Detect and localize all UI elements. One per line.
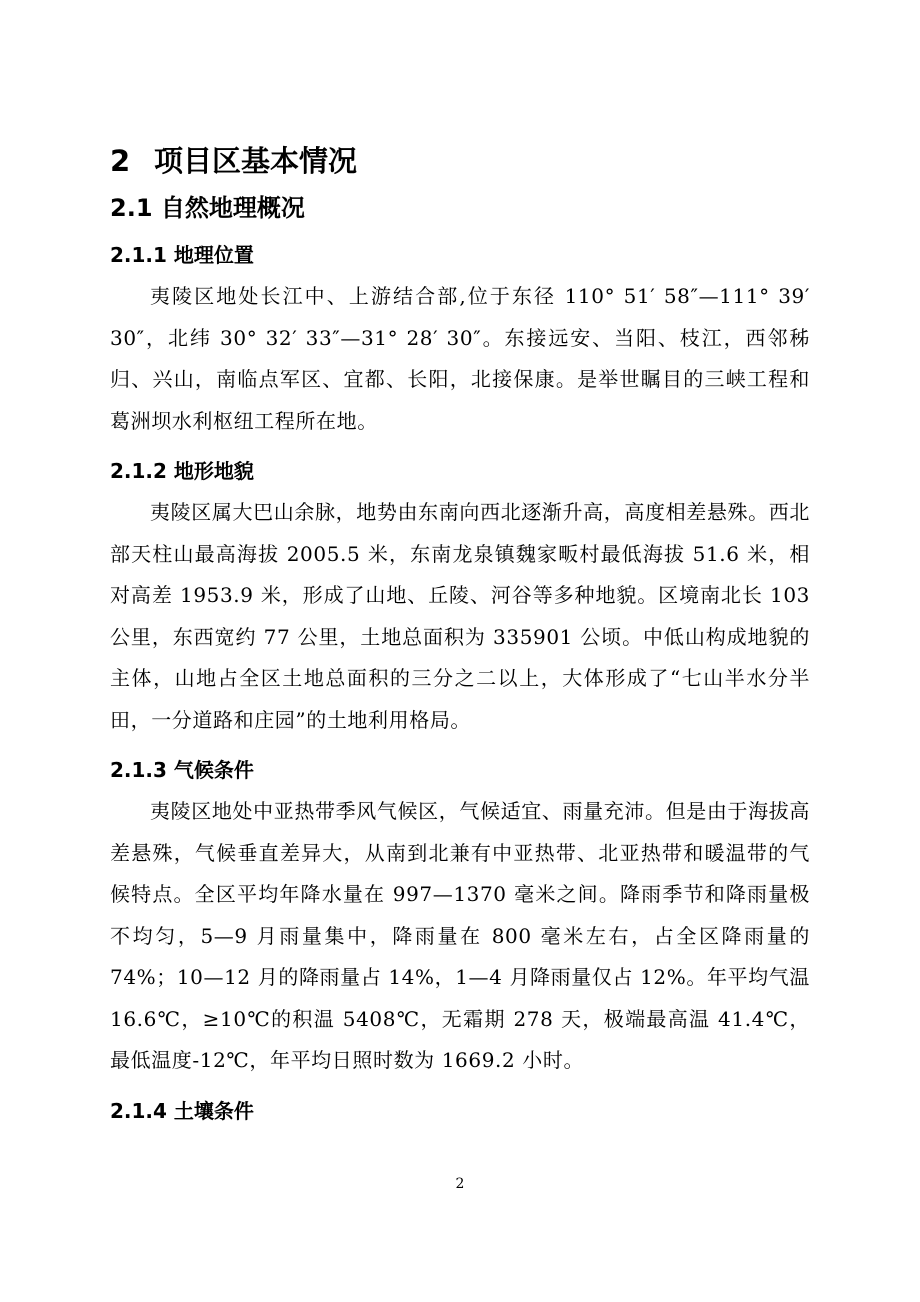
chapter-title: 项目区基本情况: [154, 144, 358, 178]
subsection-heading-climate: 2.1.3 气候条件: [110, 758, 254, 782]
paragraph-location: 夷陵区地处长江中、上游结合部,位于东径 110° 51′ 58″—111° 39′ 30″，北纬 30° 32′ 33″—31° 28′ 30″。东接远安、当阳、枝江，西邻秭归、兴山，南临点军区、宜都、长阳，北接保康。是举世瞩目的三峡工程和葛洲坝水利枢纽工程所在地。: [110, 284, 810, 433]
subsection-heading-location: 2.1.1 地理位置: [110, 243, 254, 267]
subsection-heading-soil: 2.1.4 土壤条件: [110, 1098, 254, 1123]
subsection-heading-terrain: 2.1.2 地形地貌: [110, 459, 254, 483]
paragraph-climate: 夷陵区地处中亚热带季风气候区，气候适宜、雨量充沛。但是由于海拔高差悬殊，气候垂直差异大，从南到北兼有中亚热带、北亚热带和暖温带的气候特点。全区平均年降水量在 997—1370 毫米之间。降雨季节和降雨量极不均匀，5—9 月雨量集中，降雨量在 800 毫米左右，占全区降雨量的 74%；10—12 月的降雨量占 14%，1—4 月降雨量仅占 12%。年平均气温 16.6℃，≥10℃的积温 5408℃，无霜期 278 天，极端最高温 41.4℃，最低温度-12℃，年平均日照时数为 1669.2 小时。: [110, 799, 810, 1072]
paragraph-terrain: 夷陵区属大巴山余脉，地势由东南向西北逐渐升高，高度相差悬殊。西北部天柱山最高海拔 2005.5 米，东南龙泉镇魏家畈村最低海拔 51.6 米，相对高差 1953.9 米，形成了山地、丘陵、河谷等多种地貌。区境南北长 103 公里，东西宽约 77 公里，土地总面积为 335901 公顷。中低山构成地貌的主体，山地占全区土地总面积的三分之二以上，大体形成了“七山半水分半田，一分道路和庄园”的土地利用格局。: [110, 500, 810, 732]
chapter-heading: [110, 140, 810, 182]
page-number: 2: [455, 1176, 465, 1192]
chapter-number: 2: [110, 144, 131, 178]
section-heading: 2.1 自然地理概况: [110, 194, 305, 222]
page-content: [110, 140, 810, 1132]
